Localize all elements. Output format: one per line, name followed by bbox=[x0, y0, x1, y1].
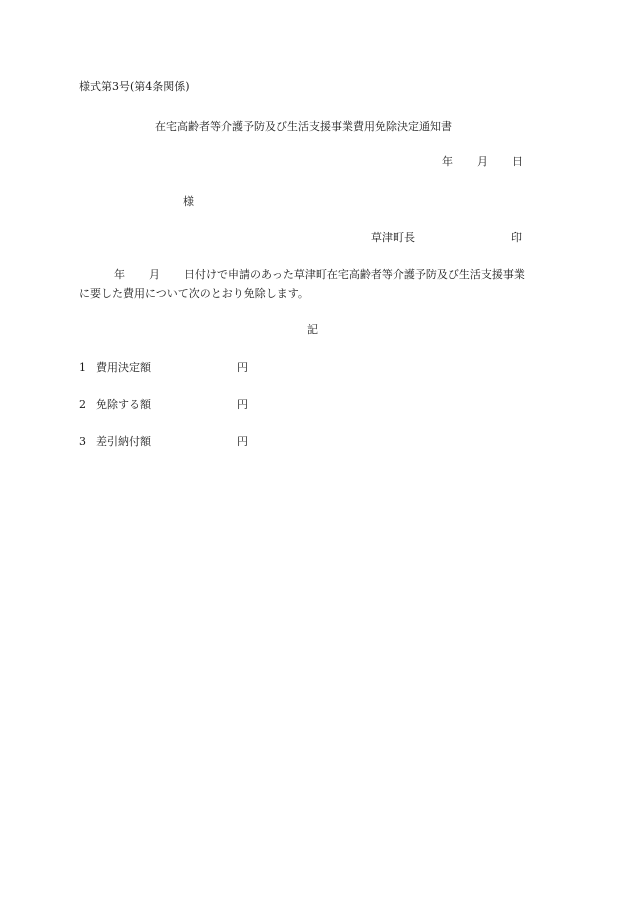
item-row bbox=[79, 398, 248, 412]
body-paragraph-line-1 bbox=[79, 268, 525, 282]
seal-mark: 印 bbox=[511, 231, 522, 244]
body-date-month: 月 bbox=[149, 268, 160, 281]
ki-heading: 記 bbox=[307, 323, 318, 336]
item-unit: 円 bbox=[237, 398, 248, 411]
item-label: 費用決定額 bbox=[96, 361, 151, 374]
item-number: 1 bbox=[79, 361, 86, 374]
item-row bbox=[79, 361, 248, 375]
item-number: 3 bbox=[79, 435, 86, 448]
item-unit: 円 bbox=[237, 361, 248, 374]
item-label: 差引納付額 bbox=[96, 435, 151, 448]
body-text-rest: 日付けで申請のあった草津町在宅高齢者等介護予防及び生活支援事業 bbox=[184, 268, 525, 281]
item-row bbox=[79, 435, 248, 449]
date-year-label: 年 bbox=[442, 155, 453, 168]
form-number: 様式第3号(第4条関係) bbox=[79, 80, 190, 93]
date-day-label: 日 bbox=[512, 155, 523, 168]
issuer-name: 草津町長 bbox=[371, 231, 415, 244]
item-label: 免除する額 bbox=[96, 398, 151, 411]
date-month-label: 月 bbox=[477, 155, 488, 168]
addressee-honorific: 様 bbox=[183, 195, 194, 208]
body-paragraph-line-2: に要した費用について次のとおり免除します。 bbox=[79, 287, 309, 300]
item-number: 2 bbox=[79, 398, 86, 411]
body-date-year: 年 bbox=[114, 268, 125, 281]
document-title: 在宅高齢者等介護予防及び生活支援事業費用免除決定通知書 bbox=[155, 120, 452, 133]
item-unit: 円 bbox=[237, 435, 248, 448]
